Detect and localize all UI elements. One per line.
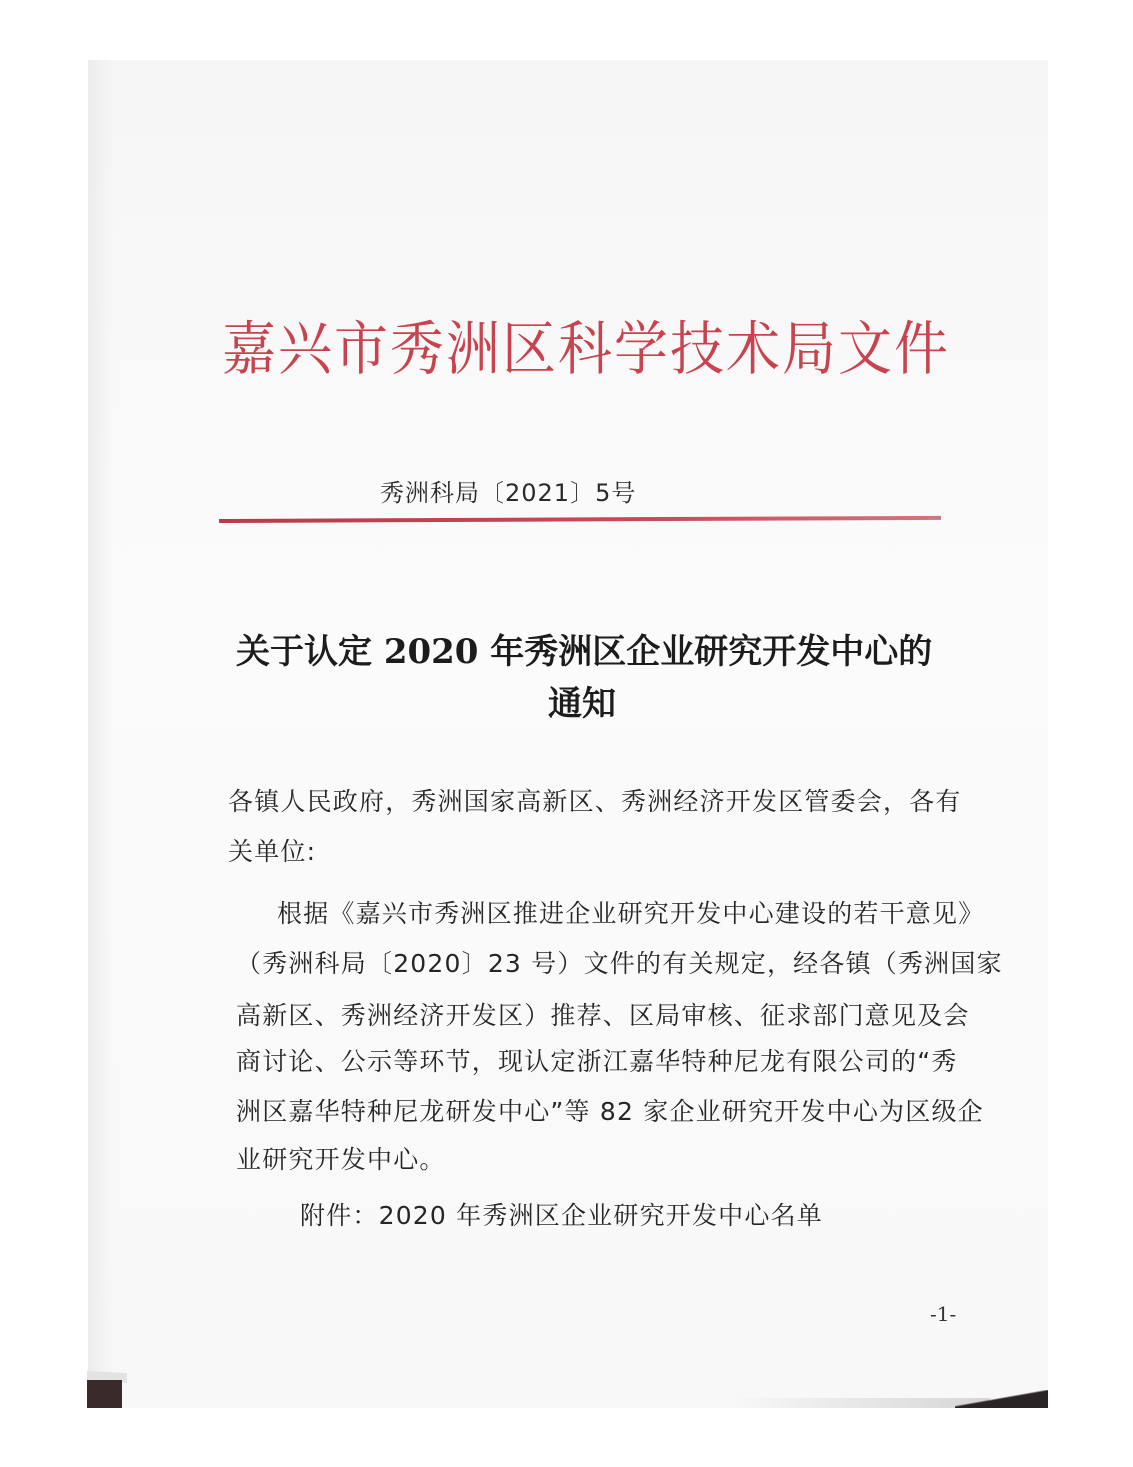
body-paragraph-line: 商讨论、公示等环节，现认定浙江嘉华特种尼龙有限公司的“秀 — [236, 1047, 958, 1076]
addressee-line: 各镇人民政府，秀洲国家高新区、秀洲经济开发区管委会，各有 — [228, 787, 962, 816]
notice-title-line-2: 通知 — [548, 684, 616, 724]
background-shadow-left — [87, 1380, 122, 1408]
addressee-line: 关单位: — [228, 837, 317, 866]
attachment-note: 附件：2020 年秀洲区企业研究开发中心名单 — [300, 1201, 823, 1230]
page-number: -1- — [930, 1302, 957, 1326]
body-paragraph-line: （秀洲科局〔2020〕23 号）文件的有关规定，经各镇（秀洲国家 — [236, 949, 1003, 978]
notice-title-line-1: 关于认定 2020 年秀洲区企业研究开发中心的 — [236, 632, 933, 672]
page-edge-shade — [88, 60, 114, 1408]
issuer-header: 嘉兴市秀洲区科学技术局文件 — [222, 315, 950, 384]
body-paragraph-line: 业研究开发中心。 — [236, 1145, 446, 1174]
body-paragraph-line: 高新区、秀洲经济开发区）推荐、区局审核、征求部门意见及会 — [236, 1001, 970, 1030]
body-paragraph-line: 根据《嘉兴市秀洲区推进企业研究开发中心建设的若干意见》 — [277, 899, 985, 928]
page-curl-right — [730, 1398, 990, 1408]
document-number: 秀洲科局〔2021〕5号 — [380, 479, 637, 507]
body-paragraph-line: 洲区嘉华特种尼龙研发中心”等 82 家企业研究开发中心为区级企 — [236, 1097, 984, 1126]
background-shadow-right — [955, 1390, 1048, 1408]
